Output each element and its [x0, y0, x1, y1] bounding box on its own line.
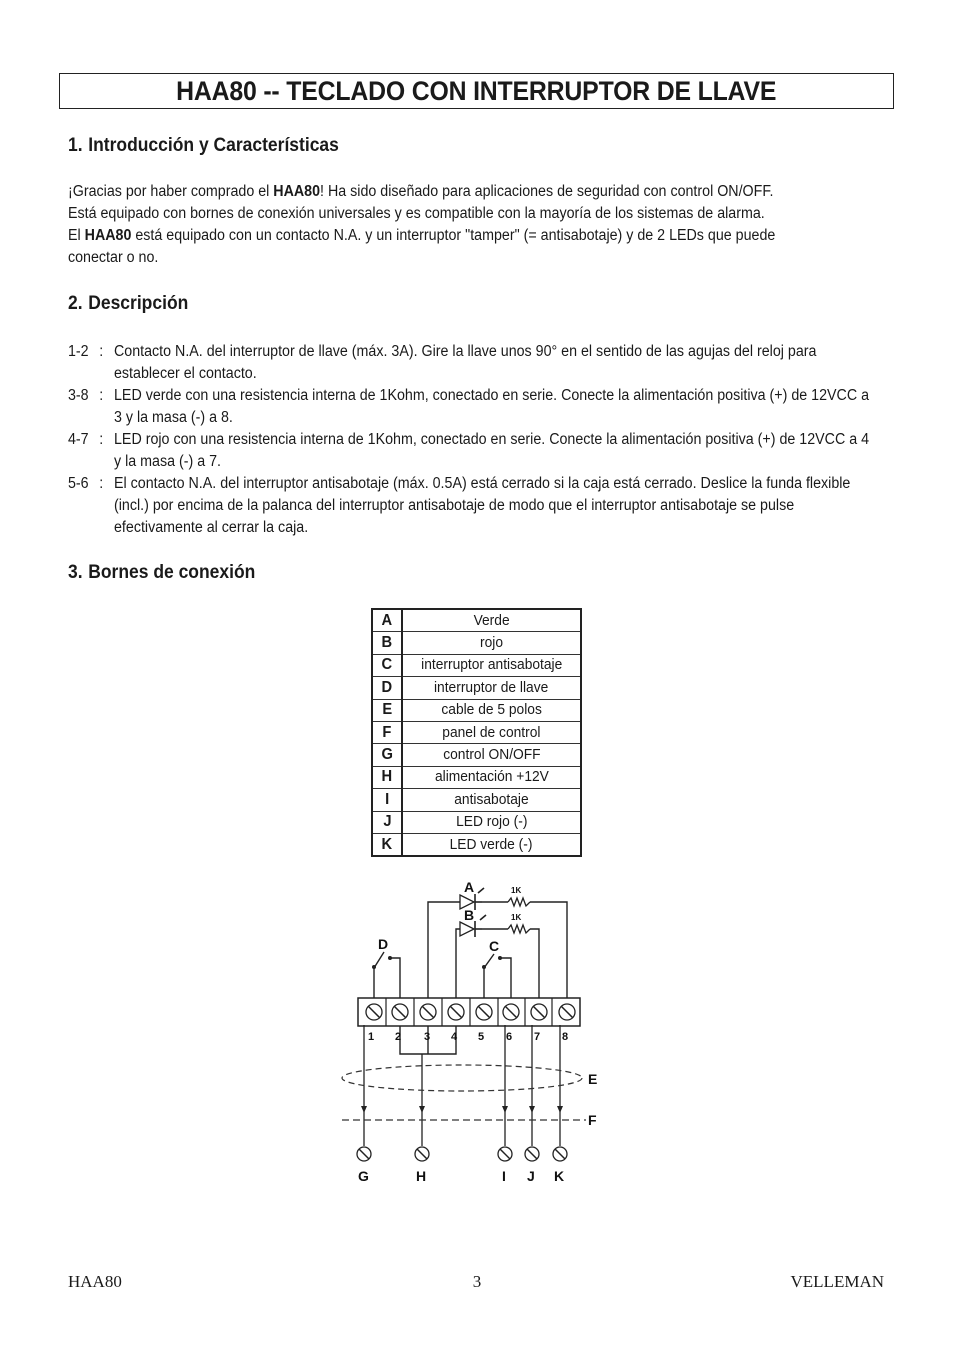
table-row [372, 789, 581, 811]
legend-key: J [372, 811, 402, 833]
legend-value: antisabotaje [402, 789, 581, 811]
page-title-box [59, 73, 894, 109]
legend-key: F [372, 721, 402, 743]
diagram-label-e: E [588, 1071, 598, 1087]
diagram-label-g: G [358, 1168, 369, 1184]
terminal-range: 3-8 [68, 387, 89, 404]
resistor-label: 1K [511, 886, 522, 895]
terminal-number: 8 [562, 1031, 569, 1043]
terminal-number: 5 [478, 1031, 485, 1043]
legend-key: C [372, 654, 402, 676]
diagram-label-j: J [527, 1168, 535, 1184]
resistor-label: 1K [511, 913, 522, 922]
intro-text: ! Ha sido diseñado para aplicaciones de seguridad con control ON/OFF. [320, 183, 774, 200]
table-row [372, 721, 581, 743]
diagram-label-i: I [502, 1168, 506, 1184]
legend-value: cable de 5 polos [402, 699, 581, 721]
section-heading-description [68, 293, 188, 315]
description-text: LED verde con una resistencia interna de 1Kohm, conectado en serie. Conecte la alimentación positiva (+) de 12VCC a 3 y la masa (-) a 8. [114, 387, 870, 426]
page-title: HAA80 -- TECLADO CON INTERRUPTOR DE LLAVE [176, 75, 777, 106]
section-number: 3. [68, 562, 83, 583]
table-row [372, 699, 581, 721]
legend-key: H [372, 766, 402, 788]
legend-key: B [372, 632, 402, 654]
description-list [68, 341, 879, 539]
legend-value: interruptor antisabotaje [402, 654, 581, 676]
legend-key: A [372, 609, 402, 632]
separator: : [99, 431, 104, 448]
diagram-label-k: K [554, 1168, 565, 1184]
description-item [68, 341, 879, 385]
section-title: Introducción y Características [88, 135, 339, 156]
diagram-label-f: F [588, 1112, 597, 1128]
diagram-label-c: C [489, 938, 500, 954]
section-heading-terminals [68, 562, 255, 584]
legend-value: alimentación +12V [402, 766, 581, 788]
diagram-label-h: H [416, 1168, 427, 1184]
footer-brand: VELLEMAN [790, 1272, 884, 1291]
terminal-range: 5-6 [68, 475, 89, 492]
description-text: Contacto N.A. del interruptor de llave (máx. 3A). Gire la llave unos 90° en el sentido de las agujas del reloj para establecer el contacto. [114, 343, 817, 382]
intro-text: Está equipado con bornes de conexión universales y es compatible con la mayoría de los sistemas de alarma. [68, 205, 765, 222]
legend-value: panel de control [402, 721, 581, 743]
product-name: HAA80 [84, 227, 132, 244]
terminal-number: 3 [424, 1031, 431, 1043]
legend-value: LED verde (-) [402, 833, 581, 856]
legend-value: rojo [402, 632, 581, 654]
description-item [68, 385, 879, 429]
intro-text: está equipado con un contacto N.A. y un interruptor "tamper" (= antisabotaje) y de 2 LEDs que puede conectar o no. [68, 227, 776, 266]
legend-value: control ON/OFF [402, 744, 581, 766]
footer-product: HAA80 [68, 1272, 122, 1291]
intro-text: ¡Gracias por haber comprado el [68, 183, 274, 200]
legend-table [371, 608, 582, 857]
table-row [372, 654, 581, 676]
terminal-number: 4 [451, 1031, 458, 1043]
diagram-label-a: A [464, 879, 475, 895]
legend-key: K [372, 833, 402, 856]
section-title: Descripción [88, 293, 189, 314]
table-row [372, 766, 581, 788]
description-text: El contacto N.A. del interruptor antisabotaje (máx. 0.5A) está cerrado si la caja está cerrado. Deslice la funda flexible (incl.) por encima de la palanca del interruptor antisabotaje de modo que el interruptor antisabotaje se pulse efectivamente al cerrar la caja. [114, 475, 851, 536]
intro-paragraph [68, 181, 832, 269]
wiring-diagram [338, 878, 608, 1188]
description-text: LED rojo con una resistencia interna de 1Kohm, conectado en serie. Conecte la alimentación positiva (+) de 12VCC a 4 y la masa (-) a 7. [114, 431, 870, 470]
terminal-range: 4-7 [68, 431, 89, 448]
separator: : [99, 475, 104, 492]
section-heading-intro [68, 135, 339, 157]
description-item [68, 473, 879, 539]
legend-key: E [372, 699, 402, 721]
terminal-number: 7 [534, 1031, 541, 1043]
terminal-number: 2 [395, 1031, 402, 1043]
terminal-range: 1-2 [68, 343, 89, 360]
legend-key: I [372, 789, 402, 811]
section-number: 1. [68, 135, 83, 156]
section-number: 2. [68, 293, 83, 314]
legend-value: LED rojo (-) [402, 811, 581, 833]
table-row [372, 632, 581, 654]
separator: : [99, 343, 104, 360]
table-row [372, 677, 581, 699]
terminal-number: 6 [506, 1031, 513, 1043]
table-row [372, 811, 581, 833]
table-row [372, 744, 581, 766]
legend-key: D [372, 677, 402, 699]
description-item [68, 429, 879, 473]
intro-text: El [68, 227, 85, 244]
product-name: HAA80 [273, 183, 321, 200]
footer-page-number: 3 [472, 1272, 482, 1291]
terminal-number: 1 [368, 1031, 375, 1043]
table-row [372, 609, 581, 632]
diagram-label-d: D [378, 936, 389, 952]
legend-value: Verde [402, 609, 581, 632]
separator: : [99, 387, 104, 404]
legend-value: interruptor de llave [402, 677, 581, 699]
section-title: Bornes de conexión [88, 562, 256, 583]
legend-key: G [372, 744, 402, 766]
diagram-label-b: B [464, 907, 475, 923]
table-row [372, 833, 581, 856]
